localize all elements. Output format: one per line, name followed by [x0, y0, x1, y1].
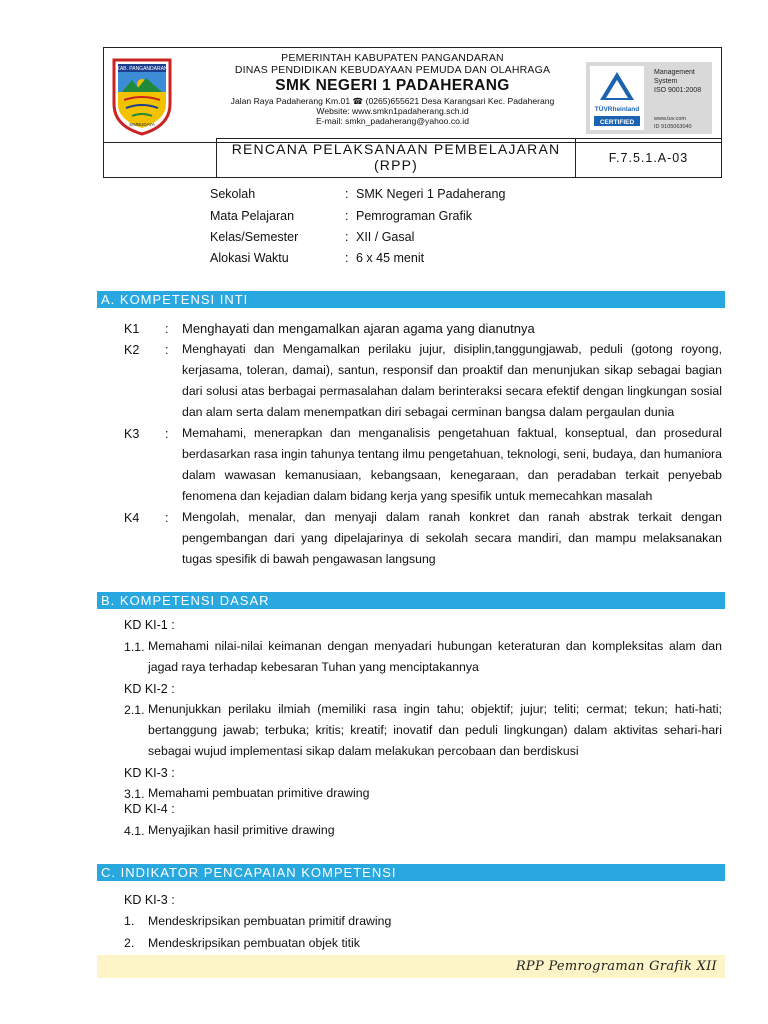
- title-line1: RENCANA PELAKSANAAN PEMBELAJARAN: [231, 141, 561, 157]
- identity-value: 6 x 45 menit: [356, 251, 425, 265]
- section-b-heading: B. KOMPETENSI DASAR: [97, 592, 725, 609]
- form-code: F.7.5.1.A-03: [575, 138, 722, 178]
- ipk-group-heading: KD KI-3 :: [124, 893, 175, 907]
- identity-value: Pemrograman Grafik: [356, 209, 473, 223]
- ki-label: K3: [124, 427, 140, 441]
- kd-text: Memahami pembuatan primitive drawing: [148, 786, 370, 800]
- identity-value: XII / Gasal: [356, 230, 415, 244]
- school-address: Jalan Raya Padaherang Km.01 ☎ (0265)655621 Desa Karangsari Kec. Padaherang: [230, 95, 555, 106]
- identity-label: Sekolah: [210, 187, 256, 201]
- identity-colon: :: [345, 251, 349, 265]
- school-email: E-mail: smkn_padaherang@yahoo.co.id: [316, 115, 469, 126]
- identity-label: Kelas/Semester: [210, 230, 299, 244]
- kd-text: Menunjukkan perilaku ilmiah (memiliki rasa ingin tahu; objektif; jujur; teliti; cermat; tekun; hati-hati; bertanggung jawab; terbuka; kritis; kreatif; inovatif dan peduli lingkungan) dalam aktivitas sehari-hari sebagai wujud implementasi sikap dalam melakukan percobaan dan berdiskusi: [148, 702, 722, 758]
- svg-text:CERTIFIED: CERTIFIED: [599, 119, 635, 126]
- ki-label: K1: [124, 322, 140, 336]
- government-name: PEMERINTAH KABUPATEN PANGANDARAN: [281, 52, 504, 64]
- svg-text:ISO 9001:2008: ISO 9001:2008: [654, 87, 702, 94]
- svg-text:TÜVRheinland: TÜVRheinland: [594, 106, 640, 113]
- kd-text: Memahami nilai-nilai keimanan dengan menyadari hubungan keteraturan dan kompleksitas alam dan jagad raya terhadap kebesaran Tuhan yang menciptakannya: [148, 639, 722, 674]
- ipk-number: 1.: [124, 914, 135, 928]
- identity-label: Alokasi Waktu: [210, 251, 289, 265]
- svg-text:Management: Management: [654, 69, 695, 76]
- ki-colon: :: [165, 511, 169, 525]
- iso-certification-logo: [586, 62, 712, 134]
- ipk-text: Mendeskripsikan pembuatan objek titik: [148, 936, 360, 950]
- identity-colon: :: [345, 187, 349, 201]
- kd-number: 1.1.: [124, 640, 145, 654]
- department-name: DINAS PENDIDIKAN KEBUDAYAAN PEMUDA DAN OLAHRAGA: [234, 64, 551, 77]
- svg-text:ID 9105063040: ID 9105063040: [654, 124, 692, 130]
- svg-text:KAB. PANGANDARAN: KAB. PANGANDARAN: [116, 66, 168, 72]
- identity-label: Mata Pelajaran: [210, 209, 295, 223]
- ki-colon: :: [165, 427, 169, 441]
- kd-number: 4.1.: [124, 824, 145, 838]
- ki-colon: :: [165, 322, 169, 336]
- identity-colon: :: [345, 230, 349, 244]
- kd-number: 3.1.: [124, 787, 145, 801]
- kd-text: Menyajikan hasil primitive drawing: [148, 823, 335, 837]
- document-title: [216, 138, 576, 178]
- section-c-heading: C. INDIKATOR PENCAPAIAN KOMPETENSI: [97, 864, 725, 881]
- svg-text:SIMBUDAYA: SIMBUDAYA: [129, 122, 155, 127]
- ki-label: K4: [124, 511, 140, 525]
- identity-value: SMK Negeri 1 Padaherang: [356, 187, 506, 201]
- svg-text:System: System: [654, 78, 678, 85]
- ki-text: Mengolah, menalar, dan menyaji dalam ranah konkret dan ranah abstrak terkait dengan pengembangan dari yang dipelajarinya di sekolah secara mandiri, dan mampu melaksanakan tugas spesifik di bawah pengawasan langsung: [182, 510, 722, 566]
- kd-group-heading: KD KI-2 :: [124, 682, 175, 696]
- kd-group-heading: KD KI-3 :: [124, 766, 175, 780]
- ki-text: Memahami, menerapkan dan menganalisis pengetahuan faktual, konseptual, dan prosedural berdasarkan rasa ingin tahunya tentang ilmu pengetahuan, teknologi, seni, budaya, dan humaniora dalam wawasan kemanusiaan, kebangsaan, kenegaraan, dan peradaban terkait penyebab fenomena dan kejadian dalam bidang kerja yang spesifik untuk memecahkan masalah: [182, 426, 722, 503]
- letterhead-text: [215, 52, 570, 127]
- ipk-number: 2.: [124, 936, 135, 950]
- title-line2: (RPP): [373, 157, 419, 173]
- regency-logo: [108, 54, 176, 138]
- kd-group-heading: KD KI-1 :: [124, 618, 175, 632]
- section-a-heading: A. KOMPETENSI INTI: [97, 291, 725, 308]
- ipk-text: Mendeskripsikan pembuatan primitif drawing: [148, 914, 392, 928]
- school-name: SMK NEGERI 1 PADAHERANG: [275, 77, 510, 95]
- ki-text: Menghayati dan mengamalkan ajaran agama yang dianutnya: [182, 321, 535, 336]
- title-left-cell: [103, 142, 217, 178]
- svg-text:www.tuv.com: www.tuv.com: [654, 116, 686, 122]
- ki-text: Menghayati dan Mengamalkan perilaku jujur, disiplin,tanggungjawab, peduli (gotong royong, kerjasama, toleran, damai), santun, responsif dan proaktif dan menunjukan sikap sebagai bagian dari solusi atas berbagai permasalahan dalam berinteraksi secara efektif dengan lingkungan sosial dan alam serta dalam menempatkan diri sebagai cerminan bangsa dalam pergaulan dunia: [182, 342, 722, 419]
- ki-label: K2: [124, 343, 140, 357]
- ki-colon: :: [165, 343, 169, 357]
- identity-colon: :: [345, 209, 349, 223]
- kd-number: 2.1.: [124, 703, 145, 717]
- page-footer: RPP Pemrograman Grafik XII: [97, 955, 725, 978]
- kd-group-heading: KD KI-4 :: [124, 802, 175, 816]
- school-website: Website: www.smkn1padaherang.sch.id: [316, 105, 469, 116]
